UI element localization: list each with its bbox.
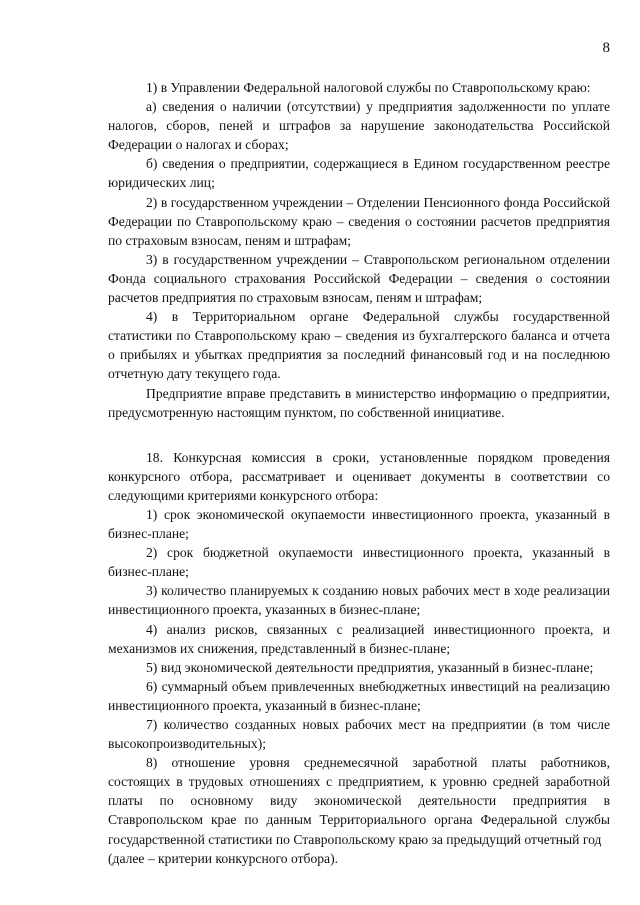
criterion-6: 6) суммарный объем привлеченных внебюджетных инвестиций на реализацию инвестиционного проекта, указанный в бизнес-плане; (108, 678, 610, 713)
criterion-8: 8) отношение уровня среднемесячной заработной платы работников, состоящих в трудовых отношениях с предприятием, к уровню средней заработной платы по основному виду экономической деятельности предприятия в Ставропольском крае по данным Территориального органа Федеральной службы государственной статистики по Ставропольскому краю за предыдущий отчетный год (108, 755, 610, 847)
criterion-3: 3) количество планируемых к созданию новых рабочих мест в ходе реализации инвестиционного проекта, указанных в бизнес-плане; (108, 583, 610, 618)
paragraph-item-2: 2) в государственном учреждении – Отделении Пенсионного фонда Российской Федерации по Ставропольскому краю – сведения о состоянии расчетов предприятия по страховым взносам, пеням и штрафам; (108, 194, 610, 248)
paragraph-own-initiative: Предприятие вправе представить в министерство информацию о предприятии, предусмотренную настоящим пунктом, по собственной инициативе. (108, 385, 610, 420)
paragraph-subitem-a: а) сведения о наличии (отсутствии) у предприятия задолженности по уплате налогов, сборов, пеней и штрафов за нарушение законодательства Российской Федерации о налогах и сборах; (108, 99, 610, 153)
criterion-4: 4) анализ рисков, связанных с реализацией инвестиционного проекта, и механизмов их снижения, представленный в бизнес-плане; (108, 621, 610, 656)
paragraph-section-18: 18. Конкурсная комиссия в сроки, установленные порядком проведения конкурсного отбора, рассматривает и оценивает документы в соответствии со следующими критериями конкурсного отбора: (108, 449, 610, 503)
paragraph-subitem-b: б) сведения о предприятии, содержащиеся в Едином государственном реестре юридических лиц; (108, 156, 610, 191)
criterion-1: 1) срок экономической окупаемости инвестиционного проекта, указанный в бизнес-плане; (108, 506, 610, 542)
paragraph-item-3: 3) в государственном учреждении – Ставропольском региональном отделении Фонда социального страхования Российской Федерации – сведения о состоянии расчетов предприятия по страховым взносам, пеням и штрафам; (108, 251, 610, 306)
page-number: 8 (602, 40, 610, 56)
criterion-2: 2) срок бюджетной окупаемости инвестиционного проекта, указанный в бизнес-плане; (108, 545, 610, 580)
document-body (108, 78, 610, 868)
paragraph-item-4: 4) в Территориальном органе Федеральной службы государственной статистики по Ставропольскому краю – сведения из бухгалтерского баланса и отчета о прибылях и убытках предприятия за последний финансовый год и на последнюю отчетную дату текущего года. (108, 309, 610, 382)
paragraph-criteria-definition: (далее – критерии конкурсного отбора). (108, 850, 338, 866)
criterion-7: 7) количество созданных новых рабочих мест на предприятии (в том числе высокопроизводительных); (108, 717, 610, 752)
paragraph-item-1: 1) в Управлении Федеральной налоговой службы по Ставропольскому краю: (146, 80, 591, 95)
criterion-5: 5) вид экономической деятельности предприятия, указанный в бизнес-плане; (146, 659, 594, 675)
